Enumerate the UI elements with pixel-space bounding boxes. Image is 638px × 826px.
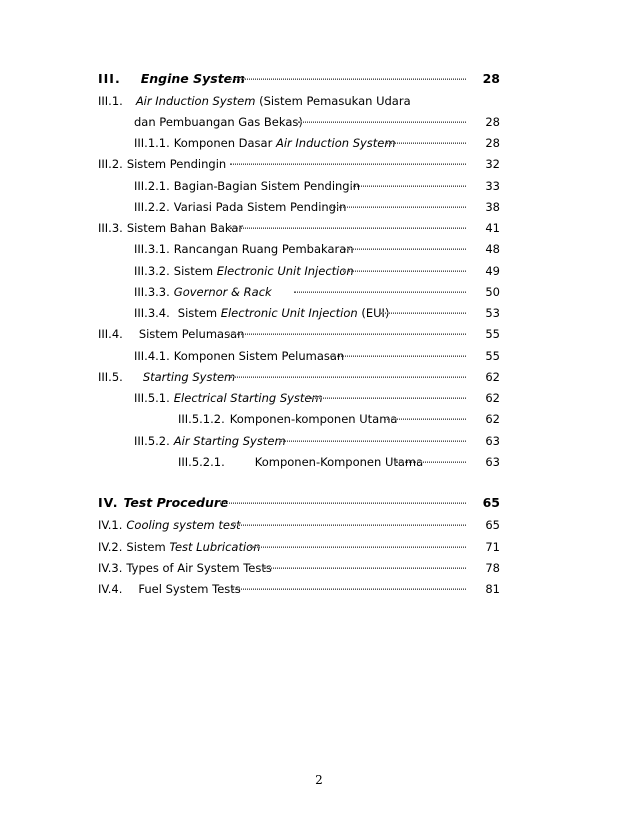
toc-entry-page: 65 (485, 518, 500, 532)
toc-entry-text: Air Induction System (275, 136, 396, 150)
toc-entry-number: III.5.1.2. (178, 412, 225, 426)
toc-entry-text: Komponen Sistem Pelumasan (173, 349, 345, 363)
toc-entry-title (98, 368, 235, 386)
dot-leader (294, 291, 466, 293)
toc-entry-number: III.3.1. (134, 242, 170, 256)
toc-entry (98, 538, 500, 556)
toc-entry-page: 63 (485, 455, 500, 469)
toc-entry (98, 494, 500, 512)
toc-entry-page: 81 (485, 582, 500, 596)
toc-entry (98, 155, 500, 173)
toc-entry (98, 70, 500, 88)
dot-leader (341, 248, 466, 250)
toc-entry-page: 62 (485, 370, 500, 384)
toc-entry-number: III.3. (98, 221, 123, 235)
toc-entry-title (98, 92, 411, 110)
dot-leader (230, 376, 466, 378)
toc-entry-title (98, 559, 272, 577)
dot-leader (220, 502, 466, 504)
toc-entry-number: IV.1. (98, 518, 123, 532)
dot-leader (232, 524, 466, 526)
toc-entry-text: Fuel System Tests (138, 582, 241, 596)
dot-leader (229, 333, 466, 335)
toc-entry (98, 262, 500, 280)
toc-entry-title (98, 580, 241, 598)
toc-entry-number: III.3.4. (134, 306, 170, 320)
toc-entry-text: Governor & Rack (173, 285, 272, 299)
dot-leader (331, 206, 466, 208)
toc-entry-text: Bagian-Bagian Sistem Pendingin (173, 179, 361, 193)
toc-entry (98, 283, 500, 301)
toc-entry-title (134, 432, 286, 450)
toc-entry (98, 580, 500, 598)
toc-entry (98, 304, 500, 322)
toc-entry-page: 28 (485, 115, 500, 129)
toc-entry-text: Sistem (126, 540, 170, 554)
toc-entry-text: Sistem Bahan Bakar (126, 221, 244, 235)
toc-entry-number: III.2.1. (134, 179, 170, 193)
toc-entry-text: Electronic Unit Injection (216, 264, 354, 278)
toc-entry-text: (Sistem Pemasukan Udara (255, 94, 411, 108)
toc-entry-text: Sistem Pelumasan (138, 327, 245, 341)
toc-entry (98, 134, 500, 152)
toc-entry-text: Engine System (140, 71, 246, 86)
toc-entry-page: 28 (482, 71, 500, 86)
toc-entry-text: Sistem Pendingin (126, 157, 227, 171)
toc-entry-text: Test Lubrication (169, 540, 261, 554)
toc-entry-title (134, 240, 354, 258)
dot-leader (298, 121, 466, 123)
toc-entry-title (98, 219, 243, 237)
toc-entry-text: Starting System (142, 370, 236, 384)
toc-entry-title (98, 494, 229, 512)
dot-leader (343, 270, 466, 272)
toc-entry (98, 325, 500, 343)
dot-leader (396, 461, 466, 463)
toc-entry-number: III.4.1. (134, 349, 170, 363)
toc-entry-title (134, 304, 389, 322)
dot-leader (232, 588, 466, 590)
toc-entry-title (134, 177, 360, 195)
dot-leader (280, 440, 466, 442)
toc-entry-page: 49 (485, 264, 500, 278)
toc-entry-page: 50 (485, 285, 500, 299)
dot-leader (380, 312, 466, 314)
toc-entry-number: III.4. (98, 327, 123, 341)
toc-entry-page: 55 (485, 327, 500, 341)
toc-entry-number: III.5.1. (134, 391, 170, 405)
toc-entry-text: (EUI) (357, 306, 390, 320)
toc-entry-title (178, 410, 397, 428)
toc-entry-page: 28 (485, 136, 500, 150)
dot-leader (230, 78, 466, 80)
toc-entry-page: 55 (485, 349, 500, 363)
toc-entry (98, 453, 500, 471)
toc-entry-title (134, 134, 396, 152)
toc-entry-text: Air Starting System (173, 434, 286, 448)
toc-entry-title (134, 262, 354, 280)
toc-entry-text: Sistem (173, 264, 217, 278)
toc-entry-text: Sistem (177, 306, 221, 320)
toc-entry-title (98, 325, 244, 343)
toc-entry-number: III. (98, 71, 121, 86)
toc-entry-number: IV. (98, 495, 119, 510)
toc-entry-title (134, 198, 346, 216)
toc-entry-page: 65 (482, 495, 500, 510)
dot-leader (264, 567, 466, 569)
toc-entry-number: IV.3. (98, 561, 123, 575)
toc-entry-title (134, 347, 344, 365)
toc-entry (98, 516, 500, 534)
toc-entry-text: Komponen-Komponen Utama (254, 455, 424, 469)
toc-entry-page: 48 (485, 242, 500, 256)
toc-entry-text: Rancangan Ruang Pembakaran (173, 242, 354, 256)
toc-entry-text: Komponen-komponen Utama (229, 412, 398, 426)
toc-entry-text: Test Procedure (123, 495, 229, 510)
toc-entry (98, 177, 500, 195)
toc-entry-text: Types of Air System Tests (126, 561, 272, 575)
toc-entry-title (98, 538, 261, 556)
toc-entry-page: 63 (485, 434, 500, 448)
toc-entry-page: 53 (485, 306, 500, 320)
toc-entry-title (98, 516, 240, 534)
toc-entry-page: 62 (485, 412, 500, 426)
toc-entry-text: Cooling system test (126, 518, 241, 532)
dot-leader (250, 546, 466, 548)
toc-entry-number: III.2.2. (134, 200, 170, 214)
page-number: 2 (315, 773, 323, 787)
toc-entry-title (98, 155, 226, 173)
toc-entry (98, 219, 500, 237)
toc-entry-number: IV.4. (98, 582, 123, 596)
toc-entry (98, 347, 500, 365)
toc-entry-title (134, 113, 303, 131)
toc-entry-title (134, 283, 272, 301)
dot-leader (306, 397, 466, 399)
toc-entry-page: 71 (485, 540, 500, 554)
dot-leader (385, 142, 466, 144)
toc-entry (98, 410, 500, 428)
toc-entry (98, 559, 500, 577)
toc-entry-number: III.2. (98, 157, 123, 171)
toc-entry-page: 38 (485, 200, 500, 214)
toc-entry (98, 198, 500, 216)
toc-entry-number: III.1. (98, 94, 123, 108)
toc-entry-text: Variasi Pada Sistem Pendingin (173, 200, 347, 214)
toc-entry (98, 240, 500, 258)
toc-entry-page: 62 (485, 391, 500, 405)
toc-entry-page: 41 (485, 221, 500, 235)
toc-entry-page: 78 (485, 561, 500, 575)
toc-entry-title (178, 453, 423, 471)
toc-entry (98, 113, 500, 131)
toc-entry-number: III.3.2. (134, 264, 170, 278)
dot-leader (330, 355, 466, 357)
dot-leader (230, 227, 466, 229)
toc-entry-title (98, 70, 245, 88)
toc-entry-text: Komponen Dasar (173, 136, 276, 150)
toc-entry (98, 92, 500, 110)
toc-entry (98, 368, 500, 386)
toc-entry-number: III.5.2.1. (178, 455, 225, 469)
dot-leader (351, 185, 466, 187)
toc-entry (98, 389, 500, 407)
toc-entry-number: III.1.1. (134, 136, 170, 150)
toc-entry-number: IV.2. (98, 540, 123, 554)
toc-entry-text: Electronic Unit Injection (220, 306, 358, 320)
dot-leader (385, 418, 466, 420)
toc-entry-page: 33 (485, 179, 500, 193)
toc-entry (98, 432, 500, 450)
dot-leader (230, 163, 466, 165)
toc-entry-page: 32 (485, 157, 500, 171)
toc-entry-number: III.3.3. (134, 285, 170, 299)
toc-entry-title (134, 389, 323, 407)
toc-entry-text: Air Induction System (135, 94, 256, 108)
toc-entry-number: III.5. (98, 370, 123, 384)
toc-entry-number: III.5.2. (134, 434, 170, 448)
toc-entry-text: dan Pembuangan Gas Bekas) (134, 115, 303, 129)
toc-entry-text: Electrical Starting System (173, 391, 323, 405)
